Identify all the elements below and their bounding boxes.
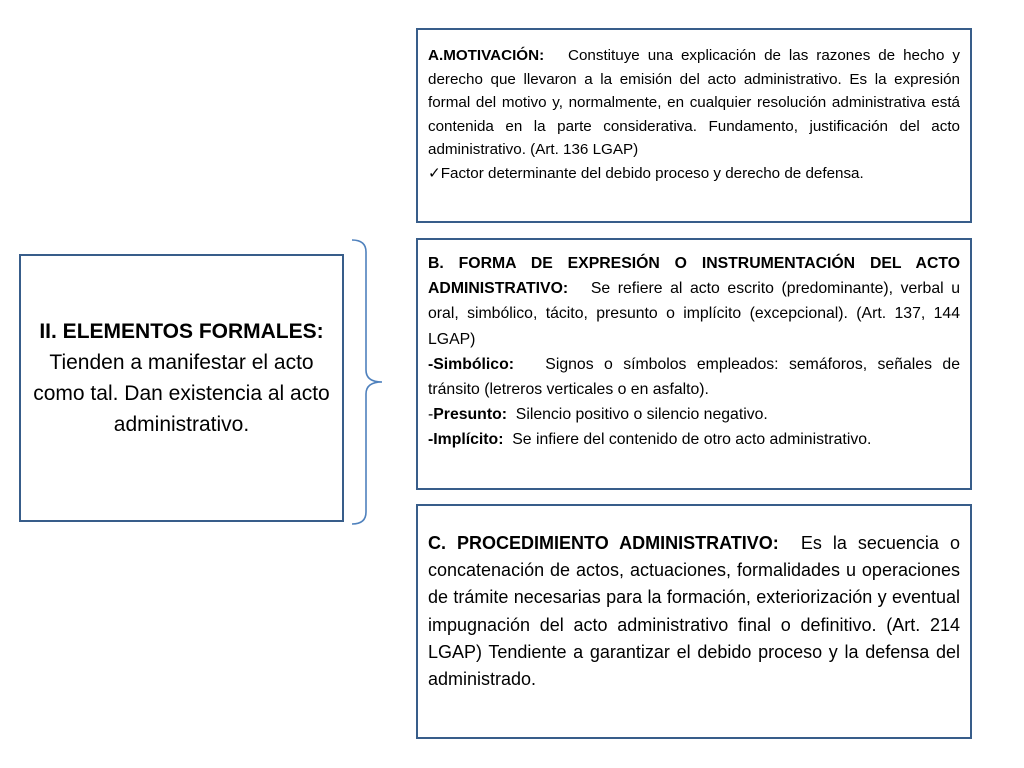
elementos-formales-heading: II. ELEMENTOS FORMALES: (39, 320, 324, 343)
procedimiento-text: Es la secuencia o concatenación de actos, actuaciones, formalidades u operaciones de trámite necesarias para la formación, exteriorización y eventual impugnación del acto administrativo final o definitivo. (Art. 214 LGAP) Tendiente a garantizar el debido proceso y la defensa del administrado. (428, 533, 960, 690)
motivacion-bullet-text: Factor determinante del debido proceso y derecho de defensa. (440, 164, 864, 182)
simbolico-text: Signos o símbolos empleados: semáforos, señales de tránsito (letreros verticales o en asfalto). (428, 355, 960, 399)
forma-expresion-box (416, 238, 972, 490)
implicito-label: -Implícito: (428, 431, 504, 449)
procedimiento-paragraph (428, 530, 960, 693)
curly-brace-connector (336, 232, 386, 532)
brace-path (352, 240, 382, 524)
motivacion-paragraph (428, 44, 960, 162)
implicito-item (428, 427, 960, 452)
implicito-text: Se infiere del contenido de otro acto administrativo. (512, 431, 872, 449)
elementos-formales-box (19, 254, 344, 522)
presunto-item (428, 402, 960, 427)
motivacion-text: Constituye una explicación de las razones de hecho y derecho que llevaron a la emisión del acto administrativo. Es la expresión formal del motivo y, normalmente, en cualquier resolución administrativa está contenida en la parte considerativa. Fundamento, justificación del acto administrativo. (Art. 136 LGAP) (428, 47, 960, 159)
forma-expresion-label: B. FORMA DE EXPRESIÓN O INSTRUMENTACIÓN DEL ACTO ADMINISTRATIVO: (428, 255, 960, 298)
simbolico-item (428, 352, 960, 402)
elementos-formales-body: Tienden a manifestar el acto como tal. Dan existencia al acto administrativo. (33, 351, 330, 436)
checkmark-icon: ✓ (428, 164, 441, 182)
presunto-label: Presunto: (433, 406, 507, 424)
procedimiento-box (416, 504, 972, 739)
presunto-prefix: - (428, 406, 434, 424)
forma-expresion-text: Se refiere al acto escrito (predominante), verbal u oral, simbólico, tácito, presunto o implícito (excepcional). (Art. 137, 144 LGAP) (428, 280, 960, 348)
motivacion-bullet (428, 162, 960, 186)
procedimiento-label: C. PROCEDIMIENTO ADMINISTRATIVO: (428, 533, 779, 553)
elementos-formales-content (31, 316, 332, 440)
motivacion-label: A.MOTIVACIÓN: (428, 47, 545, 64)
presunto-text: Silencio positivo o silencio negativo. (515, 406, 768, 424)
simbolico-label: -Simbólico: (428, 355, 515, 373)
motivacion-box (416, 28, 972, 223)
forma-expresion-paragraph (428, 251, 960, 352)
